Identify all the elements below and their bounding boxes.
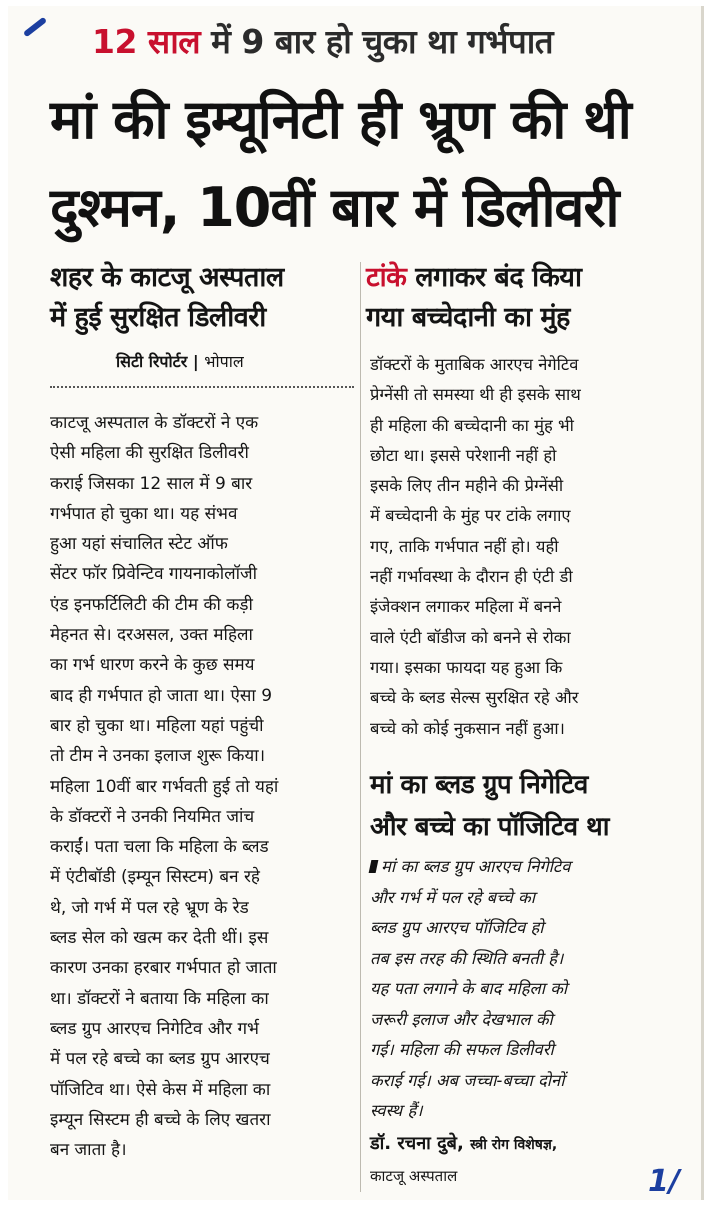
body-line: छोटा था। इससे परेशानी नहीं हो [370, 445, 557, 465]
body-line: इम्यून सिस्टम ही बच्चे के लिए खतरा [50, 1109, 271, 1130]
body-line: मेहनत से। दरअसल, उक्त महिला [50, 625, 253, 646]
body-line: में बच्चेदानी के मुंह पर टांके लगाए [370, 506, 571, 526]
quote-line-1 [370, 852, 680, 883]
right-subhead-highlight: टांके [366, 262, 407, 293]
byline-separator: | [192, 352, 199, 371]
bullet-icon [369, 860, 379, 873]
quote-line: ब्लड ग्रुप आरएच पॉजिटिव हो [370, 918, 544, 937]
quote-line: यह पता लगाने के बाद महिला को [370, 979, 568, 998]
byline [116, 350, 244, 372]
doctor-name: डॉ. रचना दुबे, [370, 1133, 464, 1154]
body-line: गया। इसका फायदा यह हुआ कि [370, 657, 563, 677]
kicker-rest: में 9 बार हो चुका था गर्भपात [211, 22, 554, 61]
kicker-highlight: 12 साल [92, 22, 201, 61]
left-subhead-line-1: शहर के काटजू अस्पताल [50, 262, 284, 293]
body-line: था। डॉक्टरों ने बताया कि महिला का [50, 988, 269, 1009]
body-line: हुआ यहां संचालित स्टेट ऑफ [50, 534, 228, 555]
body-line: कराई जिसका 12 साल में 9 बार [50, 473, 253, 494]
right-subhead-line-1 [366, 258, 686, 298]
body-line: बच्चे को कोई नुकसान नहीं हुआ। [370, 718, 565, 738]
clipping-edge [701, 6, 704, 1200]
right-subhead-line-2: गया बच्चेदानी का मुंह [366, 302, 570, 333]
right-column-body [370, 350, 670, 744]
body-line: ऐसी महिला की सुरक्षित डिलीवरी [50, 443, 249, 464]
byline-reporter: सिटी रिपोर्टर [116, 352, 188, 371]
body-line: काटजू अस्पताल के डॉक्टरों ने एक [50, 413, 259, 433]
body-line: ब्लड ग्रुप आरएच निगेटिव और गर्भ [50, 1018, 260, 1039]
body-line: के डॉक्टरों ने उनकी नियमित जांच [50, 806, 255, 827]
quote-line: जरूरी इलाज और देखभाल की [370, 1009, 553, 1029]
headline-line-1: मां की इम्यूनिटी ही भ्रूण की थी [50, 88, 631, 151]
quote-attribution [370, 1131, 557, 1155]
body-line: गए, ताकि गर्भपात नहीं हो। यही [370, 536, 559, 556]
quote-line: कराई गई। अब जच्चा-बच्चा दोनों [370, 1070, 565, 1090]
quote-line: और गर्भ में पल रहे बच्चे का [370, 887, 535, 907]
body-line: बच्चे के ब्लड सेल्स सुरक्षित रहे और [370, 688, 579, 708]
doctor-quote [370, 852, 680, 1127]
quote-text: मां का ब्लड ग्रुप आरएच निगेटिव [381, 857, 571, 876]
byline-city: भोपाल [204, 352, 244, 371]
body-line: ही महिला की बच्चेदानी का मुंह भी [370, 415, 574, 435]
body-line: वाले एंटी बॉडीज को बनने से रोका [370, 627, 571, 647]
body-line: महिला 10वीं बार गर्भवती हुई तो यहां [50, 776, 279, 797]
body-line: थे, जो गर्भ में पल रहे भ्रूण के रेड [50, 897, 249, 918]
doctor-role: स्त्री रोग विशेषज्ञ, [470, 1137, 558, 1153]
body-line: का गर्भ धारण करने के कुछ समय [50, 655, 255, 676]
body-line: डॉक्टरों के मुताबिक आरएच नेगेटिव [370, 355, 579, 374]
box-subhead-line-1: मां का ब्लड ग्रुप निगेटिव [370, 770, 588, 800]
quote-line: तब इस तरह की स्थिति बनती है। [370, 948, 564, 968]
body-line: नहीं गर्भावस्था के दौरान ही एंटी डी [370, 567, 573, 587]
body-line: बार हो चुका था। महिला यहां पहुंची [50, 715, 264, 736]
body-line: ब्लड सेल को खत्म कर देती थीं। इस [50, 928, 269, 949]
column-rule [360, 262, 361, 1192]
handwritten-page-mark: 1/ [648, 1164, 680, 1199]
body-line: प्रेग्नेंसी तो समस्या थी ही इसके साथ [370, 385, 581, 405]
headline-line-2: दुश्मन, 10वीं बार में डिलीवरी [50, 176, 619, 239]
body-line: कराईं। पता चला कि महिला के ब्लड [50, 837, 269, 858]
left-subhead-line-2: में हुई सुरक्षित डिलीवरी [50, 302, 266, 333]
body-line: इंजेक्शन लगाकर महिला में बनने [370, 597, 562, 617]
body-line: सेंटर फॉर प्रिवेन्टिव गायनाकोलॉजी [50, 564, 258, 585]
quote-line: गई। महिला की सफल डिलीवरी [370, 1040, 554, 1059]
doctor-hospital: काटजू अस्पताल [370, 1167, 458, 1185]
box-subhead-line-2: और बच्चे का पॉजिटिव था [370, 812, 609, 842]
left-subheadline [50, 258, 360, 338]
body-line: पॉजिटिव था। ऐसे केस में महिला का [50, 1079, 271, 1100]
main-headline [50, 76, 690, 252]
left-column-body [50, 408, 354, 1165]
body-line: बाद ही गर्भपात हो जाता था। ऐसा 9 [50, 685, 273, 706]
right-subheadline [366, 258, 686, 338]
body-line: एंड इनफर्टिलिटी की टीम की कड़ी [50, 594, 253, 615]
body-line: बन जाता है। [50, 1140, 127, 1161]
quote-line: स्वस्थ हैं। [370, 1101, 423, 1120]
body-line: में एंटीबॉडी (इम्यून सिस्टम) बन रहे [50, 867, 260, 888]
body-line: तो टीम ने उनका इलाज शुरू किया। [50, 746, 266, 767]
kicker-headline [92, 18, 553, 63]
body-line: में पल रहे बच्चे का ब्लड ग्रुप आरएच [50, 1049, 270, 1070]
box-subheadline [370, 764, 690, 848]
dotted-divider [50, 386, 354, 388]
body-line: गर्भपात हो चुका था। यह संभव [50, 503, 238, 524]
body-line: कारण उनका हरबार गर्भपात हो जाता [50, 958, 277, 979]
right-subhead-rest: लगाकर बंद किया [415, 262, 582, 293]
body-line: इसके लिए तीन महीने की प्रेग्नेंसी [370, 476, 564, 496]
